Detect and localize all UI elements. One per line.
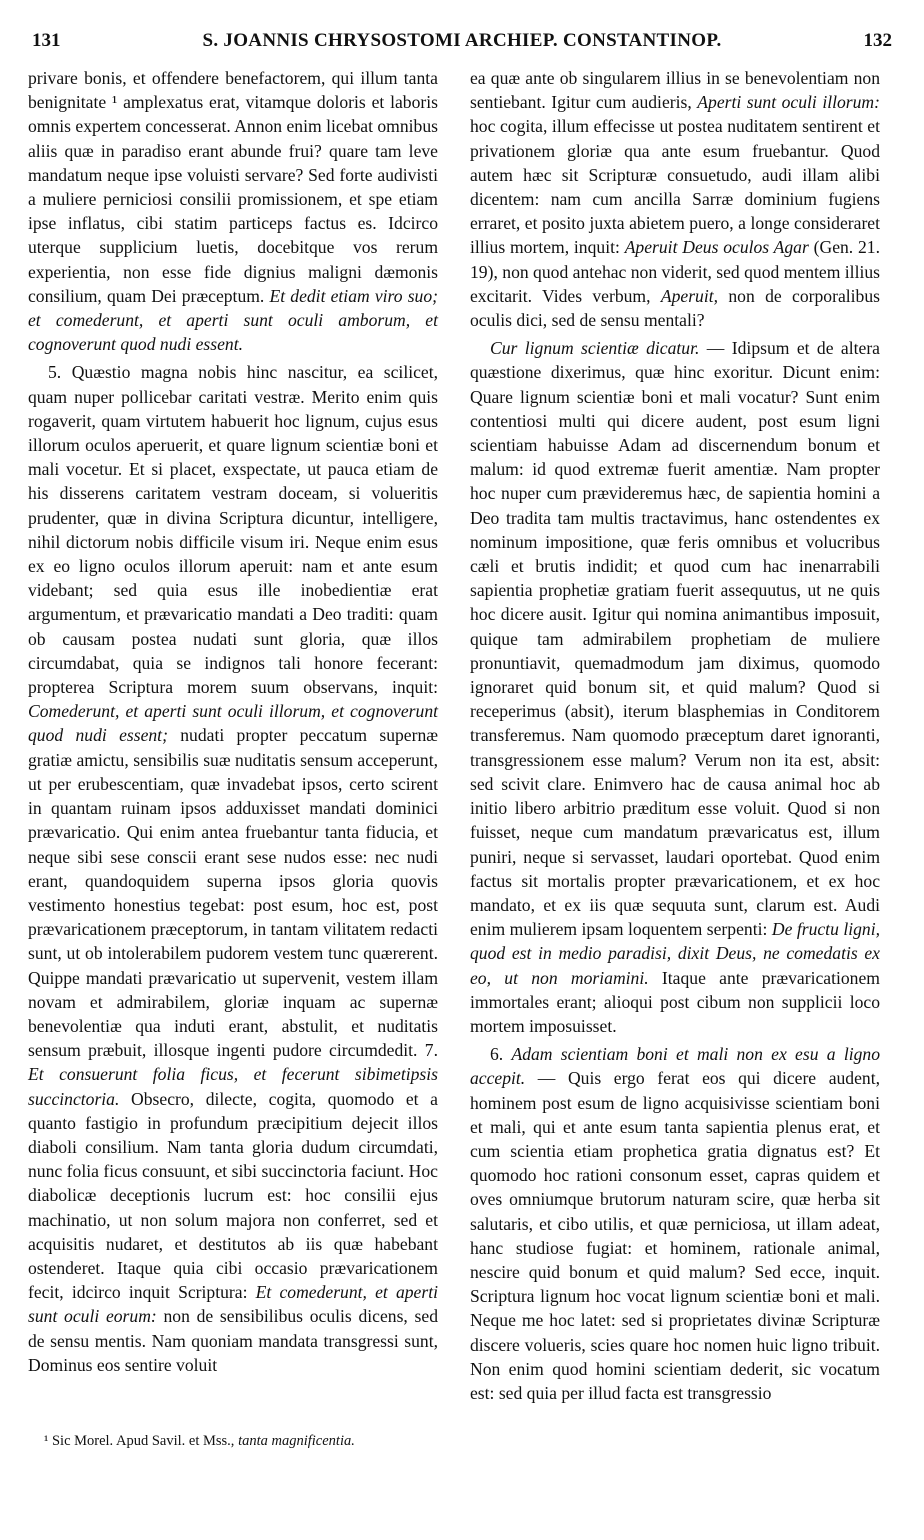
scripture-quote: Comederunt, et aperti sunt oculi illorum, et cognoverunt quod nudi essent; <box>28 701 438 746</box>
right-column <box>470 66 880 1405</box>
section-heading: Adam scientiam boni et mali non ex esu a ligno accepit. <box>470 1044 880 1089</box>
scripture-quote: Aperuit Deus oculos Agar <box>624 237 809 258</box>
paragraph <box>470 336 880 1038</box>
footnote <box>44 1432 444 1450</box>
body-text: Obsecro, dilecte, cogita, quomodo et a quanto fastigio in profundum præcipitium dejecit illos diaboli consilium. Nam tanta gloria dudum circumdati, nunc folia ficus consuunt, et sibi succinctoria faciunt. Hoc diabolicæ deceptionis lucrum est: hoc consilii ejus machinatio, ut non solum majora non conferret, sed et acquisitis nudaret, et destitutos ab iis quæ habebant ostenderet. Itaque quia cibi occasio prævaricationem fecit, idcirco inquit Scriptura: <box>28 1088 438 1303</box>
page-number-right: 132 <box>863 30 892 51</box>
body-text: non de corporalibus oculis dici, sed de sensu mentali? <box>470 285 880 331</box>
body-text: privare bonis, et offendere benefactorem, qui illum tanta benignitate ¹ amplexatus erat, vitamque doloris et laboris omnis expertem concesserat. Annon enim licebat omnibus aliis quæ in paradiso erant abunde frui? quare tam leve mandatum neque ipse voluisti servare? Sed forte audivisti a muliere perniciosi consilii promissionem, et spe etiam ipse inflatus, cibi statim particeps factus es. Idcirco uterque supplicium luetis, docebitque vos rerum experientia, non esse fide dignius maligni dæmonis consilium, quam Dei præceptum. <box>28 68 438 306</box>
scripture-quote: Aperti sunt oculi illorum: <box>697 92 880 113</box>
paragraph <box>28 360 438 1377</box>
paragraph <box>470 66 880 332</box>
running-header <box>32 30 892 58</box>
running-title: S. JOANNIS CHRYSOSTOMI ARCHIEP. CONSTANTINOP. <box>202 30 722 51</box>
body-text: non de sensibilibus oculis dicens, sed de sensu mentis. Nam quoniam mandata transgressi sunt, Dominus eos sentire voluit <box>28 1306 438 1375</box>
body-text: — Quis ergo ferat eos qui dicere audent, hominem post esum de ligno acquisivisse scientiam boni et mali, qui et ante esum tanta sapientia plenus erat, et cum scientia etiam prophetica gratia dignatus est? Et quomodo hoc rationi consonum esset, capras quidem et oves omniumque brutorum naturam scire, quæ herba sit salutaris, et cibo utilis, et quæ perniciosa, ut illam adeat, hanc studiose fugiat: et hominem, rationale animal, nescire quid bonum et quid malum? Sed ecce, inquit. Scriptura lignum hoc vocat lignum scientiæ boni et mali. Neque me hoc latet: sed si proprietates divinæ Scripturæ discere volueris, scies quare hoc nomen huic ligno tribuit. Non enim quod homini scientiam dederit, sic vocatum est: sed quia per illud facta est transgressio <box>470 1068 880 1403</box>
footnote-text: ¹ Sic Morel. Apud Savil. et Mss., <box>44 1433 235 1449</box>
body-text: hoc cogita, illum effecisse ut postea nuditatem sentirent et privationem gloriæ qua ante esum fruebantur. Quod autem hæc sit Scripturæ consuetudo, audi illam alibi dicentem: nam cum ancilla Sarræ dominium fugiens erraret, et posito juxta abietem puero, a longe consideraret illius mortem, inquit: <box>470 116 880 258</box>
body-text: ea quæ ante ob singularem illius in se benevolentiam non sentiebant. Igitur cum audieris, <box>470 68 880 113</box>
body-text: non quod antehac non viderit, sed quod mentem illius excitarit. Vides verbum, <box>470 261 880 306</box>
section-heading: Cur lignum scientiæ dicatur. <box>490 338 700 359</box>
scripture-quote: De fructu ligni, quod est in medio paradisi, dixit Deus, ne comedatis ex eo, ut non moriamini. <box>470 919 881 988</box>
scripture-quote: Aperuit, <box>660 285 719 306</box>
left-column <box>28 66 438 1377</box>
body-text: 5. Quæstio magna nobis hinc nascitur, ea scilicet, quam nuper pollicebar caritati vestræ. Merito enim quis rogaverit, quam virtutem habuerit hoc lignum, cujus esus illorum oculos aperuerit, et quare lignum scientiæ boni et mali vocetur. Et si placet, exspectate, ut pauca etiam de his disserens caritatem vestram doceam, si volueritis prudenter, quæ in divina Scriptura dicuntur, intelligere, nihil dictorum nobis difficile visum iri. Neque enim esus ex eo ligno oculos illorum aperuit: nam et ante esum videbant; sed quia esus ille inobedientiæ erat argumentum, et prævaricatio mandati a Deo traditi: quam ob causam postea nudati sunt gloria, quæ illos circumdabat, quia se indignos tali honore fecerant: propterea Scriptura morem suum observans, inquit: <box>28 362 438 698</box>
scripture-reference: (Gen. 21. 19), <box>470 237 881 282</box>
footnote-italic: tanta magnificentia. <box>238 1433 355 1449</box>
body-text: Itaque ante prævaricationem immortales erant; alioqui post cibum non supplicii loco mortem imposuisset. <box>470 967 880 1036</box>
paragraph <box>470 1042 880 1405</box>
body-text: nudati propter peccatum supernæ gratiæ amictu, sensibilis suæ nuditatis sensum acceperunt, ut per erubescentiam, quæ invadebat ipsos, certo scirent in quantam ruinam ipsos adduxisset mandati dominici prævaricatio. Qui enim antea fruebantur tanta fiducia, et neque sibi sese conscii erant sese nudos esse: nec nudi erant, quandoquidem superna ipsos gloria quovis vestimento honestius tegebat: post esum, hoc est, post prævaricationem præceptorum, in tantam vilitatem redacti sunt, ut ob intolerabilem pudorem vestem tunc quærerent. Quippe mandati prævaricatio ut supervenit, vestem illam novam et admirabilem, gloriæ inquam ac supernæ benevolentiæ qua induti erant, abstulit, et nuditatis sensum præbuit, illosque ingenti pudore circumdedit. 7. <box>28 725 438 1061</box>
scripture-quote: Et consuerunt folia ficus, et fecerunt sibimetipsis succinctoria. <box>28 1064 438 1109</box>
scripture-quote: Et comederunt, et aperti sunt oculi eorum: <box>28 1282 438 1327</box>
page-number-left: 131 <box>32 30 61 51</box>
paragraph <box>28 66 438 356</box>
body-text: — Idipsum et de altera quæstione dixerimus, quæ hinc exoritur. Dicunt enim: Quare lignum scientiæ boni et mali vocatur? Sunt enim contentiosi multi qui dicere audent, post esum ligni scientiam habuisse Adam ad discernendum bonum et malum: id quod extremæ fuerit amentiæ. Nam propter hoc nuper cum prævideremus hæc, de sapientia homini a Deo tradita tam multis tractavimus, hanc ostendentes ex nominum impositione, quæ feris omnibus et volucribus cæli et brutis indidit; et quod cum hac inenarrabili sapientia prophetiæ gratiam fuerit assequutus, ut ne quis hoc dicere ausit. Igitur qui nomina animantibus imposuit, quique tam admirabilem prophetiam de muliere pronuntiavit, quemadmodum jam diximus, quomodo ignoraret quid bonum sit, et quid malum? Quod si receperimus (absit), iterum blasphemias in Conditorem transferemus. Nam quomodo præceptum daret ignoranti, transgressionem esse malum? Verum non ita est, absit: sed scivit clare. Enimvero hac de causa animal hoc ab initio libero arbitrio præditum esse voluit. Quod si non fuisset, neque cum mandatum prævaricatus est, illum puniri, neque si servasset, laudari oportebat. Quod enim factus sit mortalis propter prævaricationem, et ex hoc mandato, et ex iis quæ sequuta sunt, clarum est. Audi enim mulierem ipsam loquentem serpenti: <box>470 338 880 940</box>
section-number: 6. <box>490 1044 504 1065</box>
scripture-quote: Et dedit etiam viro suo; et comederunt, et aperti sunt oculi amborum, et cognoverunt quod nudi essent. <box>28 285 438 355</box>
